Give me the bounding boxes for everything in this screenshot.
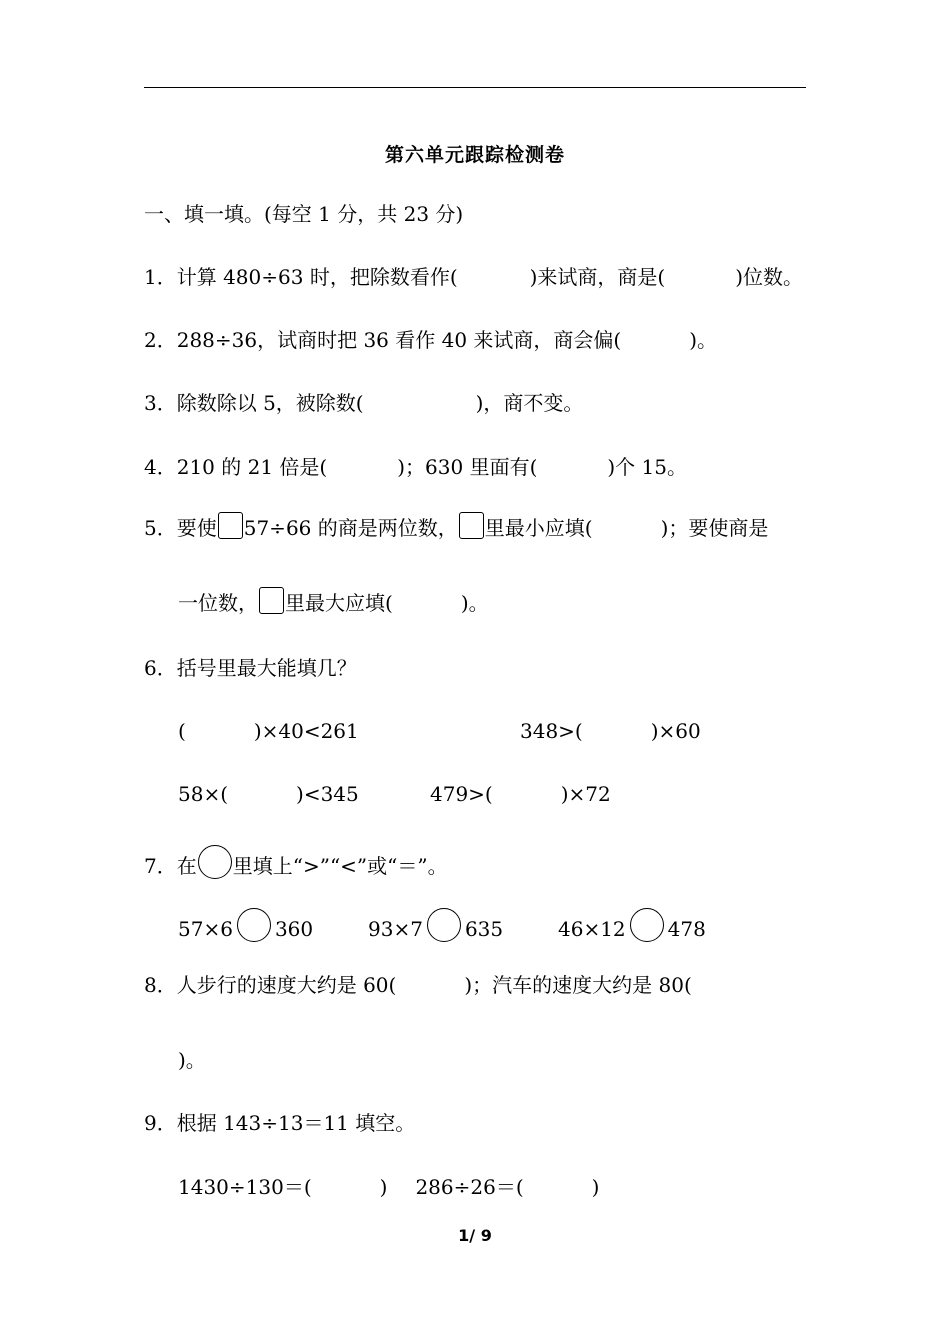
question-9-items: 1430÷130＝( ) 286÷26＝( ) xyxy=(178,1175,600,1199)
question-6-item: 479>( )×72 xyxy=(430,782,611,806)
question-4: 4．210 的 21 倍是( )；630 里面有( )个 15。 xyxy=(144,455,687,479)
blank-circle xyxy=(630,908,664,942)
question-1: 1．计算 480÷63 时，把除数看作( )来试商，商是( )位数。 xyxy=(144,265,804,289)
question-9-stem: 9．根据 143÷13＝11 填空。 xyxy=(144,1111,416,1135)
question-6-item: ( )×40<261 xyxy=(178,719,359,743)
blank-square xyxy=(218,512,243,539)
question-5-continued: 一位数， 里最大应填( )。 xyxy=(178,587,489,615)
question-6-item: 58×( )<345 xyxy=(178,782,359,806)
question-7-stem: 7．在 里填上“>”“<”或“＝”。 xyxy=(144,845,448,879)
blank-circle xyxy=(198,845,232,879)
question-2: 2．288÷36，试商时把 36 看作 40 来试商，商会偏( )。 xyxy=(144,328,718,352)
header-rule xyxy=(144,87,806,88)
blank-square xyxy=(459,512,484,539)
section-heading: 一、填一填。(每空 1 分，共 23 分) xyxy=(144,202,464,226)
question-3: 3．除数除以 5，被除数( )，商不变。 xyxy=(144,391,584,415)
question-7-item: 57×6 360 xyxy=(178,908,313,942)
question-5: 5．要使 57÷66 的商是两位数， 里最小应填( )；要使商是 xyxy=(144,512,768,540)
question-7-item: 93×7 635 xyxy=(368,908,503,942)
question-7-item: 46×12 478 xyxy=(558,908,706,942)
page-title: 第六单元跟踪检测卷 xyxy=(384,144,565,166)
page-number: 1/ 9 xyxy=(458,1226,492,1245)
blank-circle xyxy=(427,908,461,942)
blank-square xyxy=(259,587,284,614)
question-6-stem: 6．括号里最大能填几？ xyxy=(144,656,357,680)
question-8: 8．人步行的速度大约是 60( )；汽车的速度大约是 80( xyxy=(144,973,692,997)
question-8-continued: )。 xyxy=(178,1048,206,1072)
question-6-item: 348>( )×60 xyxy=(520,719,701,743)
blank-circle xyxy=(237,908,271,942)
